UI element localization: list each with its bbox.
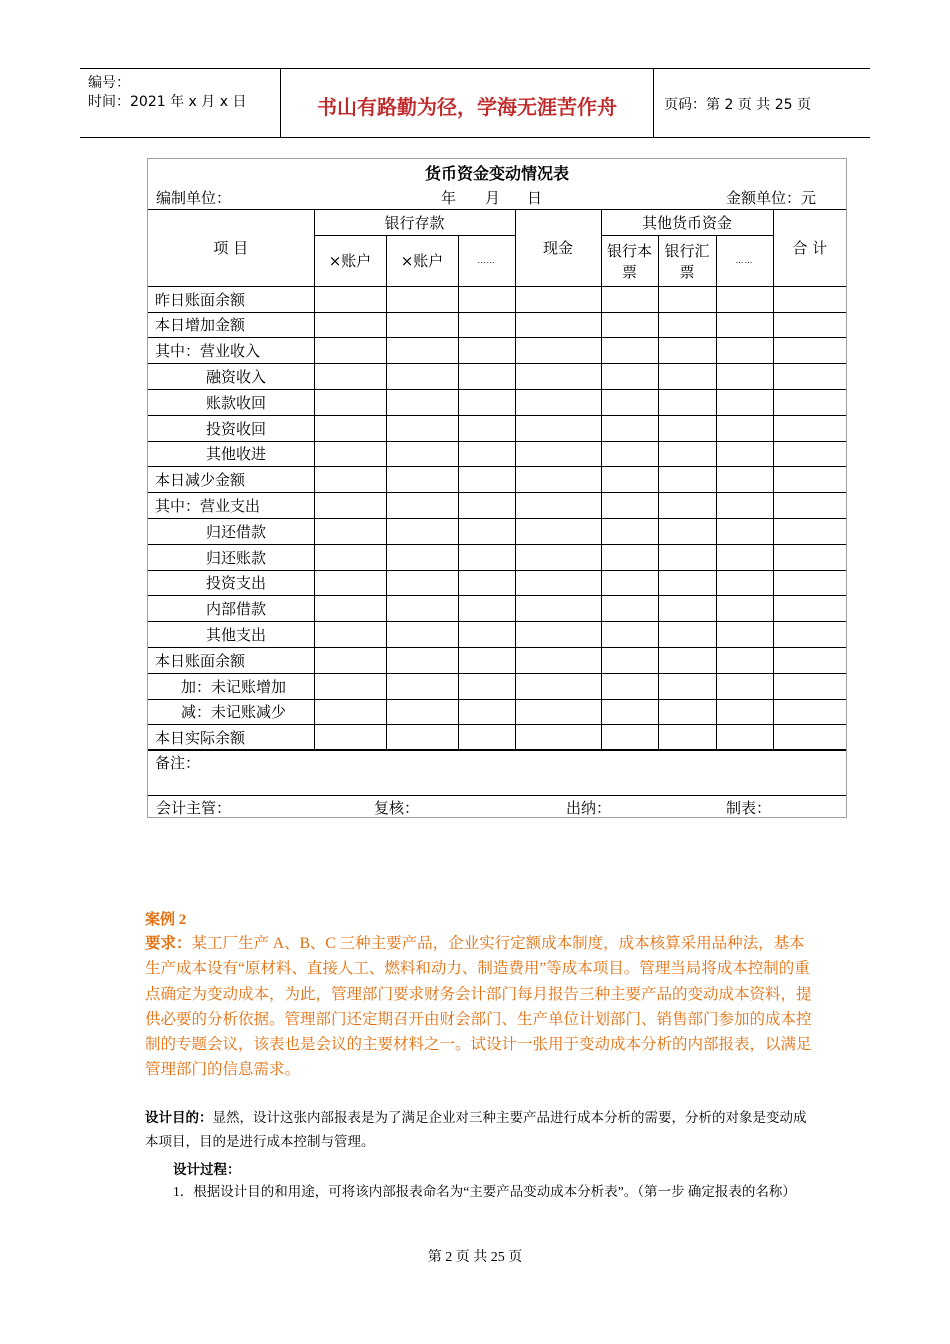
- year-label: 年: [441, 189, 457, 207]
- bank-draft-header: 银行本票: [601, 235, 658, 286]
- table-cell: [458, 312, 515, 338]
- table-cell: [658, 673, 716, 699]
- cash-change-table: [147, 158, 847, 818]
- table-cell: [601, 518, 658, 544]
- row-label: 其他收进: [148, 441, 314, 467]
- header-right-cell: [654, 69, 870, 137]
- table-cell: [314, 441, 386, 467]
- table-row: [148, 312, 846, 338]
- table-cell: [658, 364, 716, 390]
- table-cell: [515, 286, 601, 312]
- table-cell: [458, 518, 515, 544]
- design-step-1: 1．根据设计目的和用途，可将该内部报表命名为“主要产品变动成本分析表”。（第一步 确定报表的名称）: [173, 1184, 796, 1199]
- row-label: 投资支出: [148, 570, 314, 596]
- table-cell: [458, 596, 515, 622]
- bank-remittance-header: 银行汇票: [658, 235, 716, 286]
- table-cell: [386, 389, 458, 415]
- table-cell: [386, 596, 458, 622]
- table-cell: [314, 699, 386, 725]
- table-cell: [716, 699, 773, 725]
- table-cell: [386, 725, 458, 751]
- table-cell: [773, 699, 846, 725]
- table-cell: [658, 622, 716, 648]
- table-cell: [716, 518, 773, 544]
- table-cell: [716, 544, 773, 570]
- remark-label: 备注：: [155, 754, 201, 772]
- row-label: 加：未记账增加: [148, 673, 314, 699]
- table-cell: [386, 518, 458, 544]
- table-cell: [314, 493, 386, 519]
- table-cell: [658, 699, 716, 725]
- row-label: 内部借款: [148, 596, 314, 622]
- table-cell: [601, 389, 658, 415]
- table-cell: [458, 493, 515, 519]
- motto: 书山有路勤为径，学海无涯苦作舟: [317, 95, 617, 119]
- table-row: [148, 622, 846, 648]
- table-cell: [773, 493, 846, 519]
- table-cell: [601, 364, 658, 390]
- unit-label: 金额单位：元: [726, 189, 817, 207]
- table-cell: [716, 389, 773, 415]
- table-cell: [773, 647, 846, 673]
- table-cell: [314, 518, 386, 544]
- table-cell: [773, 338, 846, 364]
- table-cell: [658, 415, 716, 441]
- doc-number: 编号：: [88, 75, 130, 91]
- table-cell: [601, 570, 658, 596]
- table-cell: [658, 338, 716, 364]
- doc-date: 时间：2021 年 x 月 x 日: [88, 94, 247, 110]
- table-cell: [458, 725, 515, 751]
- table-cell: [601, 441, 658, 467]
- table-cell: [458, 467, 515, 493]
- table-cell: [716, 338, 773, 364]
- table-cell: [515, 673, 601, 699]
- table-cell: [658, 725, 716, 751]
- table-cell: [773, 596, 846, 622]
- table-cell: [515, 725, 601, 751]
- table-cell: [601, 596, 658, 622]
- table-cell: [458, 647, 515, 673]
- row-label: 归还账款: [148, 544, 314, 570]
- table-cell: [601, 312, 658, 338]
- table-row: [148, 493, 846, 519]
- table-cell: [458, 364, 515, 390]
- row-label: 归还借款: [148, 518, 314, 544]
- table-cell: [314, 312, 386, 338]
- table-cell: [515, 647, 601, 673]
- table-cell: [458, 544, 515, 570]
- table-row: [148, 441, 846, 467]
- table-cell: [773, 518, 846, 544]
- table-cell: [515, 312, 601, 338]
- table-cell: [314, 415, 386, 441]
- row-label: 投资收回: [148, 415, 314, 441]
- case-title: 案例 2: [145, 912, 187, 928]
- item-header: 项 目: [148, 210, 314, 287]
- table-cell: [658, 312, 716, 338]
- purpose-label: 设计目的：: [145, 1110, 213, 1125]
- table-cell: [773, 389, 846, 415]
- bank-deposit-header: 银行存款: [314, 210, 515, 236]
- page-indicator: 页码：第 2 页 共 25 页: [664, 97, 811, 113]
- table-cell: [458, 570, 515, 596]
- table-cell: [716, 467, 773, 493]
- table-cell: [386, 493, 458, 519]
- table-grid: [148, 209, 846, 751]
- table-cell: [601, 493, 658, 519]
- table-cell: [658, 286, 716, 312]
- table-cell: [658, 389, 716, 415]
- table-cell: [386, 647, 458, 673]
- table-cell: [458, 415, 515, 441]
- table-cell: [773, 467, 846, 493]
- table-cell: [386, 570, 458, 596]
- row-label: 本日账面余额: [148, 647, 314, 673]
- table-cell: [515, 699, 601, 725]
- table-cell: [314, 673, 386, 699]
- table-row: [148, 364, 846, 390]
- table-cell: [314, 622, 386, 648]
- table-cell: [773, 415, 846, 441]
- table-cell: [515, 570, 601, 596]
- table-cell: [515, 518, 601, 544]
- table-cell: [601, 725, 658, 751]
- prepared-by-label: 编制单位：: [156, 189, 232, 207]
- table-cell: [601, 622, 658, 648]
- table-cell: [658, 544, 716, 570]
- row-label: 本日实际余额: [148, 725, 314, 751]
- table-row: [148, 725, 846, 751]
- table-cell: [773, 544, 846, 570]
- chief-accountant-label: 会计主管：: [156, 799, 232, 817]
- table-cell: [515, 389, 601, 415]
- table-cell: [314, 596, 386, 622]
- table-cell: [716, 312, 773, 338]
- table-cell: [601, 699, 658, 725]
- table-cell: [716, 286, 773, 312]
- table-cell: [716, 364, 773, 390]
- table-cell: [658, 596, 716, 622]
- table-cell: [386, 415, 458, 441]
- table-cell: [716, 647, 773, 673]
- row-label: 其中：营业收入: [148, 338, 314, 364]
- table-cell: [515, 493, 601, 519]
- bank-more-header: ……: [458, 235, 515, 286]
- account-1-header: ×账户: [314, 235, 386, 286]
- page-header: [80, 68, 870, 138]
- table-cell: [515, 415, 601, 441]
- table-row: [148, 544, 846, 570]
- table-cell: [658, 441, 716, 467]
- table-cell: [386, 467, 458, 493]
- table-cell: [386, 286, 458, 312]
- table-cell: [601, 673, 658, 699]
- table-cell: [658, 647, 716, 673]
- table-cell: [773, 622, 846, 648]
- table-cell: [658, 570, 716, 596]
- table-cell: [314, 570, 386, 596]
- table-cell: [601, 467, 658, 493]
- row-label: 本日减少金额: [148, 467, 314, 493]
- table-title: 货币资金变动情况表: [424, 164, 569, 183]
- design-process-label: 设计过程：: [173, 1162, 241, 1177]
- table-cell: [773, 364, 846, 390]
- table-cell: [773, 673, 846, 699]
- table-row: [148, 467, 846, 493]
- other-funds-header: 其他货币资金: [601, 210, 773, 236]
- table-cell: [386, 699, 458, 725]
- table-cell: [458, 673, 515, 699]
- table-cell: [773, 286, 846, 312]
- table-cell: [515, 467, 601, 493]
- table-cell: [515, 596, 601, 622]
- table-cell: [515, 441, 601, 467]
- table-cell: [601, 647, 658, 673]
- table-row: [148, 389, 846, 415]
- row-label: 减：未记账减少: [148, 699, 314, 725]
- table-cell: [458, 699, 515, 725]
- preparer-label: 制表：: [726, 799, 772, 817]
- day-label: 日: [527, 189, 543, 207]
- table-cell: [515, 544, 601, 570]
- table-cell: [773, 312, 846, 338]
- row-label: 账款收回: [148, 389, 314, 415]
- table-cell: [314, 725, 386, 751]
- table-cell: [515, 622, 601, 648]
- other-more-header: ……: [716, 235, 773, 286]
- table-cell: [716, 441, 773, 467]
- table-cell: [716, 596, 773, 622]
- table-cell: [386, 622, 458, 648]
- table-cell: [601, 338, 658, 364]
- total-header: 合 计: [773, 210, 846, 287]
- table-cell: [773, 725, 846, 751]
- table-cell: [314, 467, 386, 493]
- table-cell: [314, 647, 386, 673]
- row-label: 其他支出: [148, 622, 314, 648]
- design-purpose: [145, 1106, 813, 1154]
- table-cell: [386, 673, 458, 699]
- table-row: [148, 570, 846, 596]
- table-cell: [515, 364, 601, 390]
- header-row-1: [148, 210, 846, 236]
- table-cell: [716, 570, 773, 596]
- table-cell: [716, 673, 773, 699]
- page-footer: 第 2 页 共 25 页: [427, 1250, 523, 1265]
- requirement-label: 要求：: [145, 935, 192, 952]
- table-cell: [458, 389, 515, 415]
- cash-header: 现金: [515, 210, 601, 287]
- table-cell: [601, 286, 658, 312]
- table-cell: [658, 467, 716, 493]
- table-row: [148, 415, 846, 441]
- table-cell: [458, 441, 515, 467]
- table-cell: [386, 544, 458, 570]
- table-cell: [716, 493, 773, 519]
- purpose-text: 显然，设计这张内部报表是为了满足企业对三种主要产品进行成本分析的需要，分析的对象是变动成本项目，目的是进行成本控制与管理。: [145, 1110, 807, 1149]
- month-label: 月: [485, 189, 501, 207]
- row-label: 其中：营业支出: [148, 493, 314, 519]
- table-row: [148, 647, 846, 673]
- table-row: [148, 699, 846, 725]
- table-cell: [386, 364, 458, 390]
- case-requirement: [145, 931, 813, 1083]
- row-label: 昨日账面余额: [148, 286, 314, 312]
- table-cell: [601, 415, 658, 441]
- table-cell: [386, 441, 458, 467]
- table-cell: [773, 441, 846, 467]
- reviewer-label: 复核：: [374, 799, 420, 817]
- account-2-header: ×账户: [386, 235, 458, 286]
- remark-area: [148, 749, 846, 796]
- table-cell: [658, 518, 716, 544]
- table-cell: [716, 415, 773, 441]
- requirement-text: 某工厂生产 A、B、C 三种主要产品，企业实行定额成本制度，成本核算采用品种法，基本生产成本设有“原材料、直接人工、燃料和动力、制造费用”等成本项目。管理当局将成本控制的重点确定为变动成本，为此，管理部门要求财务会计部门每月报告三种主要产品的变动成本资料，提供必要的分析依据。管理部门还定期召开由财会部门、生产单位计划部门、销售部门参加的成本控制的专题会议，该表也是会议的主要材料之一。试设计一张用于变动成本分析的内部报表，以满足管理部门的信息需求。: [145, 935, 812, 1079]
- table-cell: [458, 286, 515, 312]
- table-cell: [658, 493, 716, 519]
- table-cell: [716, 622, 773, 648]
- table-cell: [386, 312, 458, 338]
- table-cell: [314, 338, 386, 364]
- table-cell: [314, 286, 386, 312]
- table-row: [148, 286, 846, 312]
- table-cell: [601, 544, 658, 570]
- table-cell: [314, 389, 386, 415]
- table-cell: [515, 338, 601, 364]
- table-row: [148, 338, 846, 364]
- table-cell: [716, 725, 773, 751]
- header-center-cell: [281, 69, 654, 137]
- table-row: [148, 596, 846, 622]
- row-label: 本日增加金额: [148, 312, 314, 338]
- table-cell: [773, 570, 846, 596]
- table-row: [148, 518, 846, 544]
- table-cell: [314, 544, 386, 570]
- row-label: 融资收入: [148, 364, 314, 390]
- table-cell: [386, 338, 458, 364]
- header-left-cell: [80, 69, 281, 137]
- table-cell: [458, 622, 515, 648]
- table-cell: [458, 338, 515, 364]
- table-row: [148, 673, 846, 699]
- table-cell: [314, 364, 386, 390]
- cashier-label: 出纳：: [566, 799, 612, 817]
